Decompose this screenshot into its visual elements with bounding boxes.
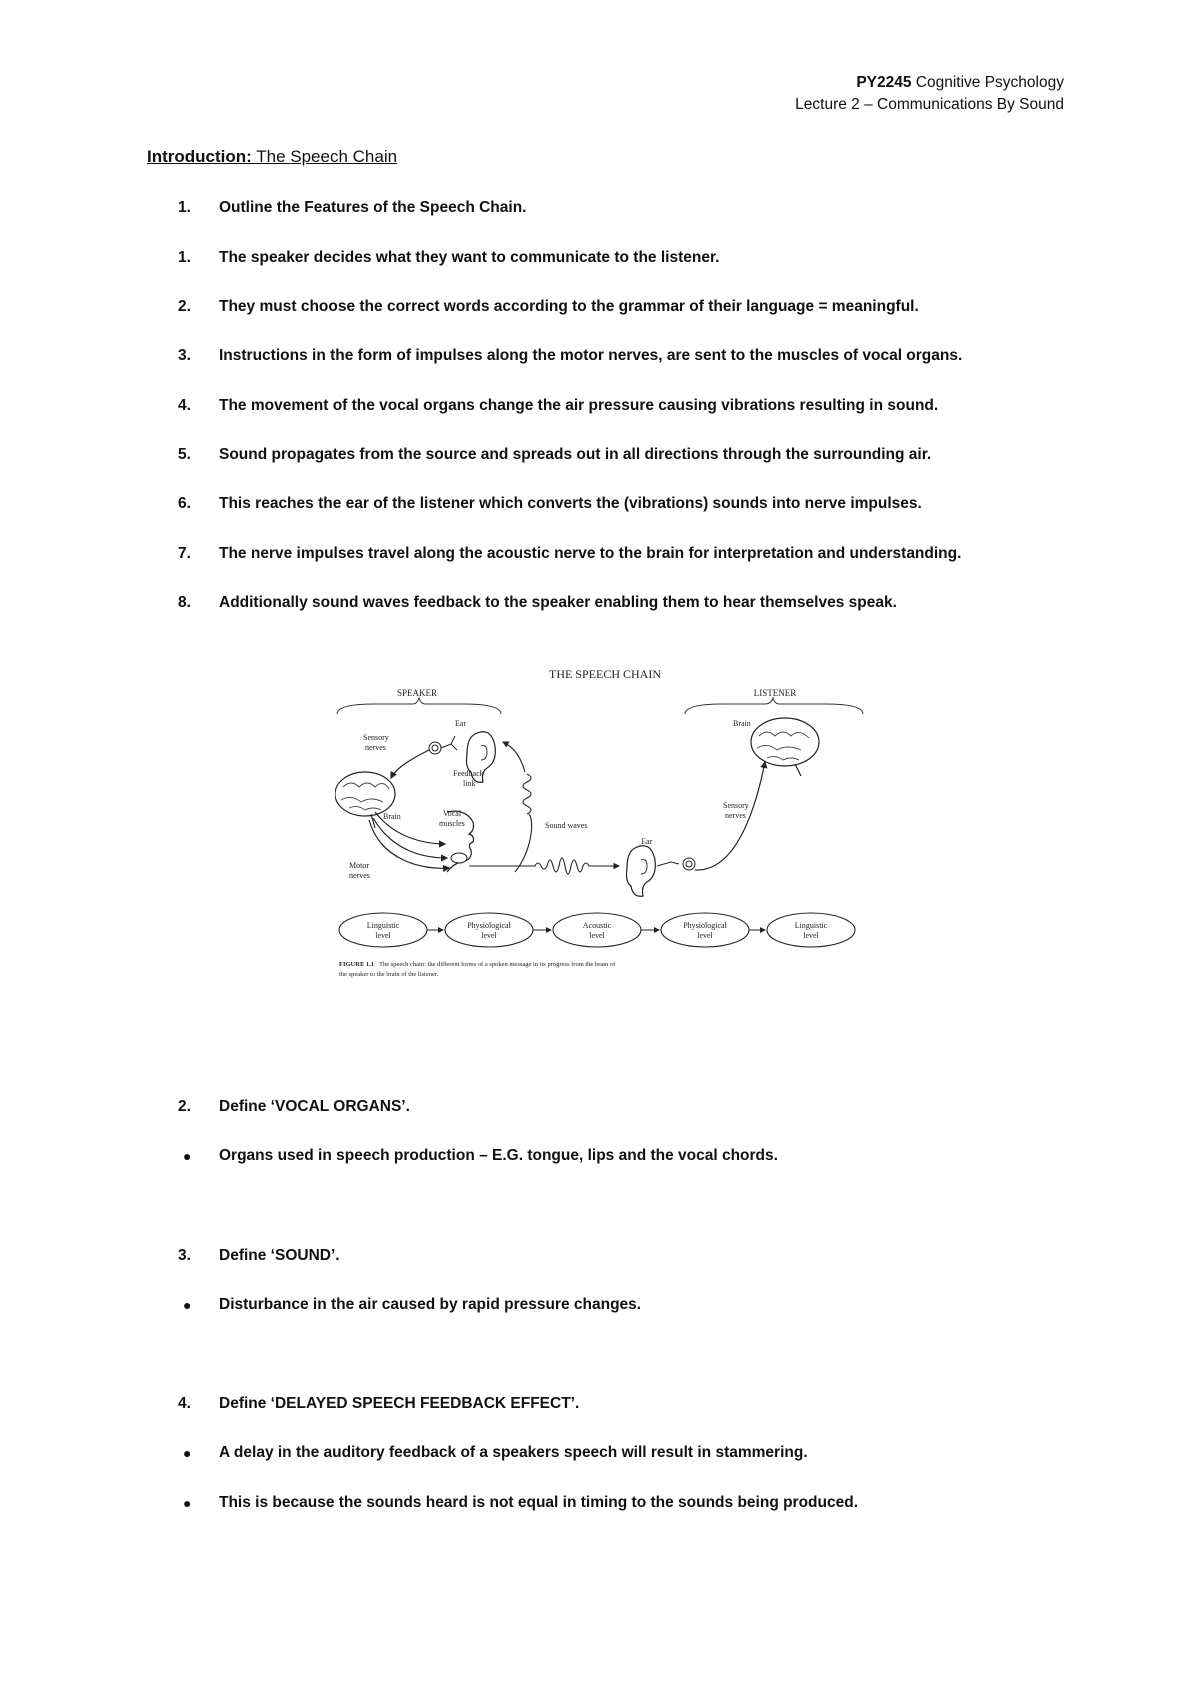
- sensory-label-2: nerves: [365, 743, 386, 752]
- bullet-text: This is because the sounds heard is not equal in timing to the sounds being produced.: [219, 1494, 859, 1511]
- course-code: PY2245: [856, 74, 912, 91]
- sensory-listener-label-1: Sensory: [723, 801, 749, 810]
- question-number: 3.: [178, 1247, 191, 1264]
- item-number: 6.: [178, 495, 191, 512]
- figure-caption-line-1: The speech chain: the different forms of a spoken message in its progress from the brain of: [379, 961, 616, 968]
- feedback-label-1: Feedback: [453, 769, 484, 778]
- item-number: 3.: [178, 347, 191, 364]
- item-text: The speaker decides what they want to communicate to the listener.: [219, 249, 720, 266]
- sensory-label-1: Sensory: [363, 733, 389, 742]
- level-line-2: level: [375, 931, 391, 940]
- bullet-text: Organs used in speech production – E.G. tongue, lips and the vocal chords.: [219, 1147, 778, 1164]
- speaker-label: SPEAKER: [396, 688, 438, 698]
- question-text: Outline the Features of the Speech Chain.: [219, 199, 527, 216]
- level-line-2: level: [481, 931, 497, 940]
- item-text: This reaches the ear of the listener which converts the (vibrations) sounds into nerve impulses.: [219, 495, 922, 512]
- question-text: Define ‘SOUND’.: [219, 1247, 340, 1264]
- item-text: The nerve impulses travel along the acoustic nerve to the brain for interpretation and understanding.: [219, 545, 962, 562]
- level-line-1: Linguistic: [366, 921, 400, 930]
- speaker-sensory-nerve: [391, 750, 429, 778]
- level-box: [445, 913, 533, 947]
- level-line-1: Acoustic: [582, 921, 612, 930]
- speaker-brace: [337, 698, 501, 714]
- course-line: [795, 72, 1064, 94]
- item-number: 7.: [178, 545, 191, 562]
- section-title-bold: Introduction:: [147, 147, 252, 166]
- listener-label: LISTENER: [753, 688, 797, 698]
- level-line-2: level: [589, 931, 605, 940]
- item-number: 1.: [178, 249, 191, 266]
- bullet-icon: ●: [183, 1297, 192, 1313]
- ear-listener-label: Ear: [641, 837, 653, 846]
- item-number: 5.: [178, 446, 191, 463]
- question-text: Define ‘VOCAL ORGANS’.: [219, 1098, 410, 1115]
- sound-wave-line: [469, 858, 619, 874]
- bullet-icon: ●: [183, 1445, 192, 1461]
- bullet-icon: ●: [183, 1148, 192, 1164]
- feedback-link-wave: [523, 774, 531, 814]
- brain-label: Brain: [383, 812, 401, 821]
- question-number: 1.: [178, 199, 191, 216]
- feedback-path: [503, 742, 532, 872]
- item-text: They must choose the correct words according to the grammar of their language = meaningful.: [219, 298, 919, 315]
- course-name: Cognitive Psychology: [915, 74, 1064, 91]
- bullet-text: Disturbance in the air caused by rapid pressure changes.: [219, 1296, 642, 1313]
- item-number: 4.: [178, 397, 191, 414]
- sound-waves-label: Sound waves: [545, 821, 588, 830]
- item-text: Additionally sound waves feedback to the speaker enabling them to hear themselves speak.: [219, 594, 897, 611]
- brain-listener-label: Brain: [733, 719, 751, 728]
- item-text: Instructions in the form of impulses along the motor nerves, are sent to the muscles of vocal organs.: [219, 347, 963, 364]
- mouth-icon: [451, 853, 467, 863]
- level-box: [661, 913, 749, 947]
- section-title-rest: The Speech Chain: [256, 147, 398, 166]
- vocal-label-1: Vocal: [443, 809, 462, 818]
- bullet-icon: ●: [183, 1495, 192, 1511]
- page-header: [795, 72, 1064, 116]
- lecture-title: Lecture 2 – Communications By Sound: [795, 96, 1064, 113]
- motor-label-1: Motor: [349, 861, 369, 870]
- feedback-label-2: link: [463, 779, 476, 788]
- section-title: [147, 147, 397, 167]
- item-number: 8.: [178, 594, 191, 611]
- question-text: Define ‘DELAYED SPEECH FEEDBACK EFFECT’.: [219, 1395, 580, 1412]
- item-text: Sound propagates from the source and spreads out in all directions through the surrounding air.: [219, 446, 932, 463]
- item-number: 2.: [178, 298, 191, 315]
- level-box: [553, 913, 641, 947]
- listener-brace: [685, 698, 863, 714]
- speech-chain-figure: [335, 662, 875, 1022]
- level-box: [767, 913, 855, 947]
- question-number: 4.: [178, 1395, 191, 1412]
- figure-title: THE SPEECH CHAIN: [548, 667, 662, 681]
- question-number: 2.: [178, 1098, 191, 1115]
- sensory-listener-label-2: nerves: [725, 811, 746, 820]
- figure-caption-label: FIGURE 1.1: [339, 961, 375, 968]
- level-line-2: level: [803, 931, 819, 940]
- level-line-1: Physiological: [467, 921, 511, 930]
- item-text: The movement of the vocal organs change the air pressure causing vibrations resulting in sound.: [219, 397, 939, 414]
- listener-ear-icon: [627, 846, 696, 897]
- ear-label: Ear: [455, 719, 467, 728]
- bullet-text: A delay in the auditory feedback of a speakers speech will result in stammering.: [219, 1444, 808, 1461]
- levels-row: [339, 913, 855, 947]
- level-line-2: level: [697, 931, 713, 940]
- motor-label-2: nerves: [349, 871, 370, 880]
- vocal-label-2: muscles: [439, 819, 465, 828]
- level-box: [339, 913, 427, 947]
- level-line-1: Physiological: [683, 921, 727, 930]
- listener-brain-icon: [751, 718, 819, 776]
- figure-caption-line-2: the speaker to the brain of the listener.: [339, 971, 439, 978]
- level-line-1: Linguistic: [794, 921, 828, 930]
